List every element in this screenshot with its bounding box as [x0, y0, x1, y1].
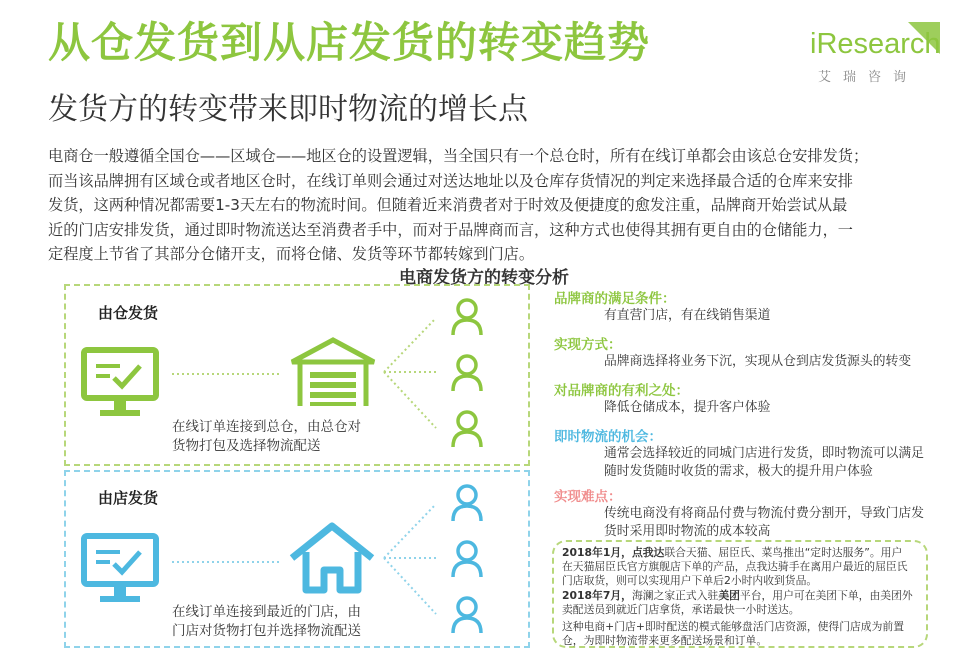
diagram-title: 电商发货方的转变分析: [399, 268, 569, 288]
point-heading: 实现难点：: [554, 489, 622, 505]
point-brand-conditions: [554, 287, 934, 325]
warehouse-icon: [290, 338, 376, 408]
news-line: [562, 589, 920, 603]
computer-monitor-icon: [80, 346, 160, 420]
computer-monitor-icon: [80, 532, 160, 606]
iresearch-logo: [808, 22, 940, 84]
news-summary-line: 这种电商+门店+即时配送的模式能够盘活门店资源，使得门店成为前置: [562, 620, 904, 634]
intro-paragraph: [48, 144, 936, 267]
page-title: 从仓发货到从店发货的转变趋势: [48, 18, 651, 67]
point-implementation: [554, 333, 934, 371]
news-date: 2018年1月，: [562, 546, 632, 559]
news-summary-line: 仓，为即时物流带来更多配送场景和订单。: [562, 634, 768, 648]
news-text: 平台，用户可在美团下单，由美团外: [739, 588, 913, 602]
user-icon: [450, 354, 484, 392]
connector-dots: [172, 560, 280, 564]
store-shipping-description: [172, 603, 361, 641]
point-benefits: [554, 379, 934, 417]
news-brand: 美团: [718, 588, 740, 602]
user-icon: [450, 540, 484, 578]
news-line: [562, 546, 920, 560]
point-text: 随时发货随时收货的需求，极大的提升用户体验: [604, 464, 873, 479]
point-heading: 实现方式：: [554, 337, 622, 353]
connector-lines: [384, 316, 438, 432]
intro-line: 定程度上节省了其部分仓储开支，而将仓储、发货等环节都转嫁到门店。: [48, 245, 534, 263]
intro-line: 电商仓一般遵循全国仓——区域仓——地区仓的设置逻辑，当全国只有一个总仓时，所有在线订单都会由该总仓安排发货；: [48, 147, 869, 165]
logo-subtext: 艾瑞咨询: [818, 70, 919, 85]
connector-lines: [384, 502, 438, 618]
description-line: 门店对货物打包并选择物流配送: [172, 623, 361, 639]
point-heading: 对品牌商的有利之处：: [554, 383, 689, 399]
intro-line: 发货，这两种情况都需要1-3天左右的物流时间。但随着近来消费者对于时效及便捷度的愈发注重，品牌商开始尝试从最: [48, 196, 848, 214]
news-text: 海澜之家正式入驻: [631, 588, 719, 602]
point-heading: 即时物流的机会：: [554, 429, 662, 445]
page-subtitle: 发货方的转变带来即时物流的增长点: [48, 92, 528, 127]
point-text: 降低仓储成本，提升客户体验: [604, 400, 771, 415]
description-line: 在线订单连接到最近的门店，由: [172, 604, 361, 620]
description-line: 货物打包及选择物流配送: [172, 438, 321, 454]
news-line: 在天猫屈臣氏官方旗舰店下单的产品，点我达骑手在离用户最近的屈臣氏: [562, 560, 908, 574]
user-icon: [450, 410, 484, 448]
user-icon: [450, 596, 484, 634]
point-heading: 品牌商的满足条件：: [554, 291, 676, 307]
logo-text: iResearch: [810, 28, 941, 60]
news-date: 2018年7月，: [562, 588, 632, 602]
news-text: 联合天猫、屈臣氏、菜鸟推出“定时达服务”。用户: [664, 546, 903, 559]
news-line: 卖配送员到就近门店拿货，承诺最快一小时送达。: [562, 602, 800, 616]
warehouse-shipping-description: [172, 418, 361, 456]
connector-dots: [172, 372, 280, 376]
point-text: 品牌商选择将业务下沉，实现从仓到店发货源头的转变: [604, 354, 912, 369]
point-difficulties: [554, 485, 934, 541]
point-text: 传统电商没有将商品付费与物流付费分割开，导致门店发: [604, 506, 924, 521]
user-icon: [450, 484, 484, 522]
user-icon: [450, 298, 484, 336]
point-text: 货时采用即时物流的成本较高: [604, 524, 771, 539]
warehouse-shipping-label: 由仓发货: [98, 304, 159, 322]
store-house-icon: [288, 522, 376, 594]
point-text: 有直营门店，有在线销售渠道: [604, 308, 771, 323]
intro-line: 而当该品牌拥有区域仓或者地区仓时，在线订单则会通过对送达地址以及仓库存货情况的判定来选择最合适的仓库来安排: [48, 171, 853, 190]
point-text: 通常会选择较近的同城门店进行发货，即时物流可以满足: [604, 446, 924, 461]
news-brand: 点我达: [631, 546, 665, 559]
news-line: 门店取货，则可以实现用户下单后2小时内收到货品。: [562, 574, 818, 588]
store-shipping-label: 由店发货: [98, 489, 159, 507]
intro-line: 近的门店安排发货，通过即时物流送达至消费者手中，而对于品牌商而言，这种方式也使得其拥有更自由的仓储能力，一: [48, 220, 853, 239]
description-line: 在线订单连接到总仓，由总仓对: [172, 419, 361, 435]
point-instant-logistics-opportunity: [554, 425, 934, 481]
case-news-box: [552, 540, 928, 648]
